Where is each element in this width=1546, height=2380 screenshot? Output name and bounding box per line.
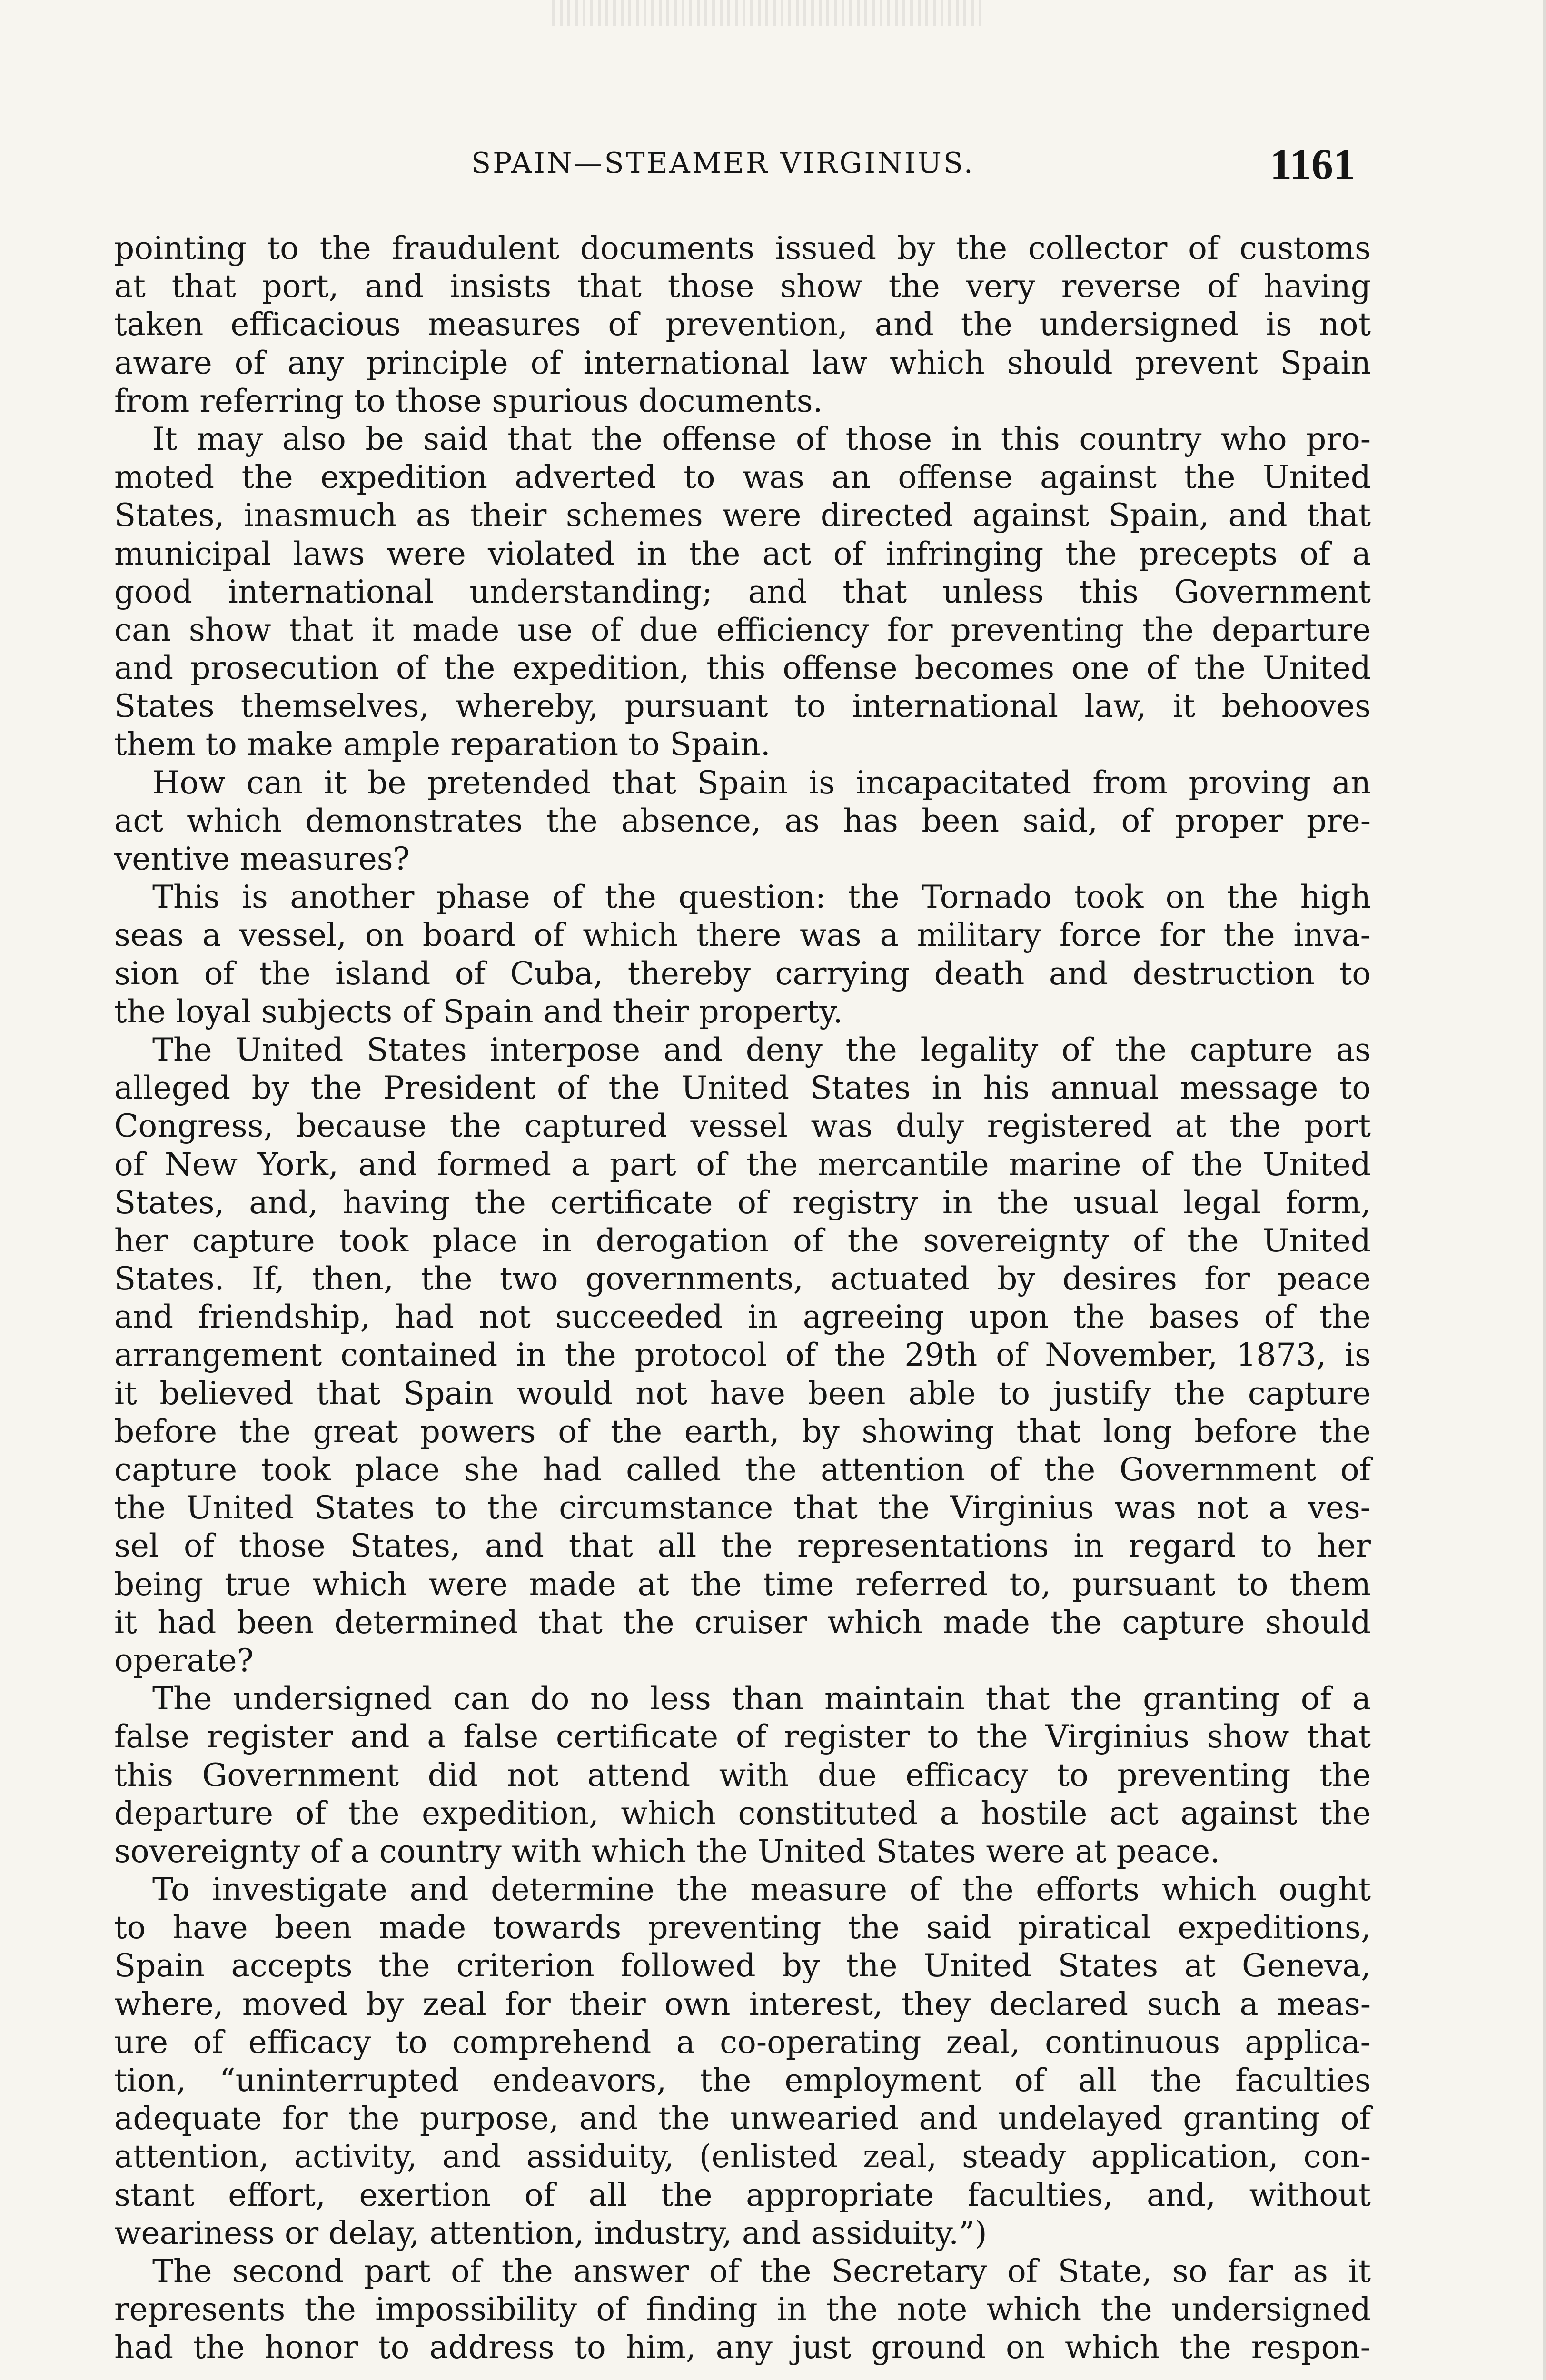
text-line: can show that it made use of due efficiency for preventing the departure <box>114 611 1371 648</box>
text-line: seas a vessel, on board of which there was a military force for the inva- <box>114 917 1371 954</box>
text-line: States, inasmuch as their schemes were directed against Spain, and that <box>114 497 1371 534</box>
text-line: ventive measures? <box>114 841 410 877</box>
text-line: arrangement contained in the protocol of the 29th of November, 1873, is <box>114 1337 1371 1374</box>
text-line: at that port, and insists that those show the very reverse of having <box>114 268 1371 305</box>
text-line: good international understanding; and that unless this Government <box>114 573 1371 610</box>
text-line: tion, “uninterrupted endeavors, the employment of all the faculties <box>114 2062 1371 2099</box>
text-line: States themselves, whereby, pursuant to international law, it behooves <box>114 688 1371 725</box>
paragraph <box>114 878 1371 1031</box>
text-line: How can it be pretended that Spain is incapacitated from proving an <box>152 764 1371 801</box>
text-line: alleged by the President of the United States in his annual message to <box>114 1070 1371 1107</box>
text-line: from referring to those spurious documents. <box>114 382 823 419</box>
page-number: 1161 <box>1270 140 1355 188</box>
text-line: had the honor to address to him, any just ground on which the respon- <box>114 2329 1371 2366</box>
paragraph <box>114 1871 1371 2252</box>
text-line: represents the impossibility of finding in the note which the undersigned <box>114 2291 1371 2328</box>
text-line: and prosecution of the expedition, this offense becomes one of the United <box>114 650 1371 687</box>
text-line: attention, activity, and assiduity, (enlisted zeal, steady application, con- <box>114 2138 1371 2175</box>
text-line: The undersigned can do no less than maintain that the granting of a <box>152 1680 1371 1717</box>
text-line: stant effort, exertion of all the appropriate faculties, and, without <box>114 2176 1371 2213</box>
text-line: to have been made towards preventing the said piratical expeditions, <box>114 1909 1371 1946</box>
text-line: false register and a false certificate of register to the Virginius show that <box>114 1718 1371 1755</box>
body-text <box>114 229 1371 2367</box>
text-line: States. If, then, the two governments, actuated by desires for peace <box>114 1260 1371 1298</box>
text-line: sovereignty of a country with which the United States were at peace. <box>114 1833 1220 1870</box>
paragraph <box>114 764 1371 879</box>
text-line: ure of efficacy to comprehend a co-operating zeal, continuous applica- <box>114 2023 1371 2061</box>
paragraph <box>114 2252 1371 2367</box>
text-line: adequate for the purpose, and the unwearied and undelayed granting of <box>114 2100 1371 2137</box>
page-header <box>0 140 1546 200</box>
text-line: sel of those States, and that all the representations in regard to her <box>114 1527 1371 1565</box>
paragraph <box>114 229 1371 420</box>
text-line: Congress, because the captured vessel was duly registered at the port <box>114 1108 1371 1145</box>
text-line: where, moved by zeal for their own interest, they declared such a meas- <box>114 1985 1371 2023</box>
paragraph <box>114 1031 1371 1680</box>
text-line: this Government did not attend with due efficacy to preventing the <box>114 1756 1371 1794</box>
text-line: pointing to the fraudulent documents issued by the collector of customs <box>114 230 1371 267</box>
text-line: it had been determined that the cruiser which made the capture should <box>114 1604 1371 1641</box>
text-line: it believed that Spain would not have been able to justify the capture <box>114 1375 1371 1412</box>
scan-artifact <box>552 0 981 26</box>
text-line: departure of the expedition, which constituted a hostile act against the <box>114 1795 1371 1832</box>
text-line: them to make ample reparation to Spain. <box>114 726 771 763</box>
text-line: municipal laws were violated in the act of infringing the precepts of a <box>114 535 1371 572</box>
text-line: the loyal subjects of Spain and their property. <box>114 993 843 1030</box>
text-line: and friendship, had not succeeded in agreeing upon the bases of the <box>114 1299 1371 1336</box>
text-line: To investigate and determine the measure of the efforts which ought <box>152 1871 1371 1908</box>
text-line: weariness or delay, attention, industry, and assiduity.”) <box>114 2214 987 2251</box>
text-line: of New York, and formed a part of the mercantile marine of the United <box>114 1146 1371 1183</box>
text-line: operate? <box>114 1642 254 1679</box>
text-line: before the great powers of the earth, by showing that long before the <box>114 1413 1371 1450</box>
text-line: taken efficacious measures of prevention, and the undersigned is not <box>114 306 1371 343</box>
text-line: moted the expedition adverted to was an offense against the United <box>114 459 1371 496</box>
running-head: SPAIN—STEAMER VIRGINIUS. <box>471 147 975 180</box>
paragraph <box>114 420 1371 764</box>
text-line: This is another phase of the question: the Tornado took on the high <box>152 879 1371 916</box>
text-line: act which demonstrates the absence, as has been said, of proper pre- <box>114 802 1371 839</box>
text-line: The United States interpose and deny the legality of the capture as <box>152 1031 1371 1068</box>
text-line: States, and, having the certificate of registry in the usual legal form, <box>114 1184 1371 1221</box>
text-line: Spain accepts the criterion followed by the United States at Geneva, <box>114 1947 1371 1984</box>
paragraph <box>114 1680 1371 1871</box>
text-line: her capture took place in derogation of the sovereignty of the United <box>114 1222 1371 1259</box>
text-line: capture took place she had called the attention of the Government of <box>114 1451 1371 1488</box>
page-edge-shadow <box>1543 0 1546 2380</box>
text-line: sion of the island of Cuba, thereby carrying death and destruction to <box>114 955 1371 992</box>
text-line: It may also be said that the offense of those in this country who pro- <box>152 420 1371 457</box>
text-line: The second part of the answer of the Secretary of State, so far as it <box>152 2252 1371 2290</box>
text-line: aware of any principle of international law which should prevent Spain <box>114 344 1371 381</box>
text-line: the United States to the circumstance that the Virginius was not a ves- <box>114 1489 1371 1527</box>
text-line: being true which were made at the time referred to, pursuant to them <box>114 1566 1371 1603</box>
